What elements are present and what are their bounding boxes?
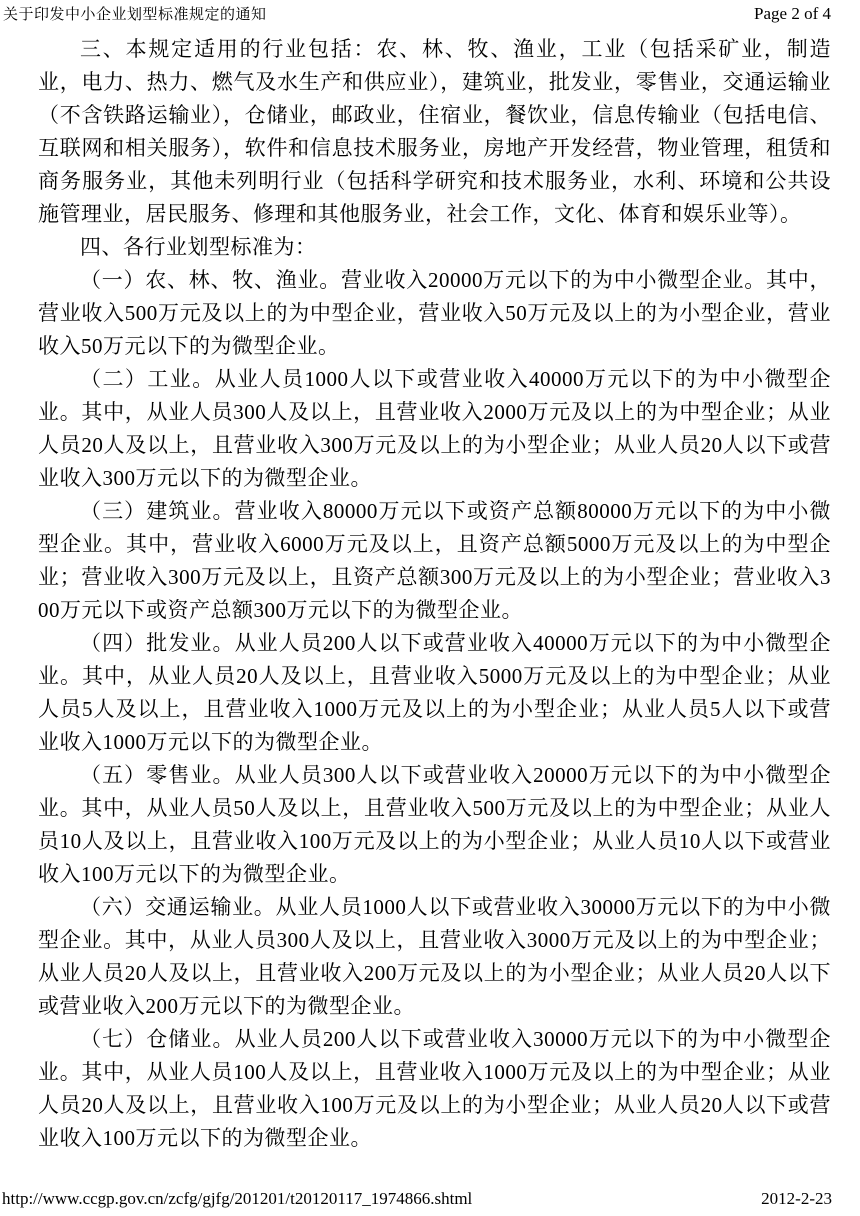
print-date: 2012-2-23 [761,1189,832,1208]
paragraph-4-6-transport: （六）交通运输业。从业人员1000人以下或营业收入30000万元以下的为中小微型企业。其中，从业人员300人及以上，且营业收入3000万元及以上的为中型企业；从业人员20人及以上，且营业收入200万元及以上的为小型企业；从业人员20人以下或营业收入200万元以下的为微型企业。 [38,895,831,1018]
paragraph-4-5-retail: （五）零售业。从业人员300人以下或营业收入20000万元以下的为中小微型企业。其中，从业人员50人及以上，且营业收入500万元及以上的为中型企业；从业人员10人及以上，且营业收入100万元及以上的为小型企业；从业人员10人以下或营业收入100万元以下的为微型企业。 [38,763,831,886]
page-header [3,3,831,24]
document-title: 关于印发中小企业划型标准规定的通知 [3,7,267,23]
paragraph-4-3-construction: （三）建筑业。营业收入80000万元以下或资产总额80000万元以下的为中小微型企业。其中，营业收入6000万元及以上，且资产总额5000万元及以上的为中型企业；营业收入300万元及以上，且资产总额300万元及以上的为小型企业；营业收入300万元以下或资产总额300万元以下的为微型企业。 [38,499,831,622]
page-footer [2,1189,832,1209]
paragraph-article-3-scope: 三、本规定适用的行业包括：农、林、牧、渔业，工业（包括采矿业，制造业，电力、热力、燃气及水生产和供应业），建筑业，批发业，零售业，交通运输业（不含铁路运输业），仓储业，邮政业，住宿业，餐饮业，信息传输业（包括电信、互联网和相关服务），软件和信息技术服务业，房地产开发经营，物业管理，租赁和商务服务业，其他未列明行业（包括科学研究和技术服务业，水利、环境和公共设施管理业，居民服务、修理和其他服务业，社会工作，文化、体育和娱乐业等）。 [38,37,831,226]
paragraph-article-4-heading: 四、各行业划型标准为： [80,235,317,259]
paragraph-4-2-industry: （二）工业。从业人员1000人以下或营业收入40000万元以下的为中小微型企业。其中，从业人员300人及以上，且营业收入2000万元及以上的为中型企业；从业人员20人及以上，且营业收入300万元及以上的为小型企业；从业人员20人以下或营业收入300万元以下的为微型企业。 [38,367,831,490]
source-url: http://www.ccgp.gov.cn/zcfg/gjfg/201201/t20120117_1974866.shtml [2,1189,473,1208]
paragraph-4-1-agriculture: （一）农、林、牧、渔业。营业收入20000万元以下的为中小微型企业。其中，营业收入500万元及以上的为中型企业，营业收入50万元及以上的为小型企业，营业收入50万元以下的为微型企业。 [38,268,831,358]
paragraph-4-4-wholesale: （四）批发业。从业人员200人以下或营业收入40000万元以下的为中小微型企业。其中，从业人员20人及以上，且营业收入5000万元及以上的为中型企业；从业人员5人及以上，且营业收入1000万元及以上的为小型企业；从业人员5人以下或营业收入1000万元以下的为微型企业。 [38,631,831,754]
document-body [38,33,831,1155]
paragraph-4-7-warehousing: （七）仓储业。从业人员200人以下或营业收入30000万元以下的为中小微型企业。其中，从业人员100人及以上，且营业收入1000万元及以上的为中型企业；从业人员20人及以上，且营业收入100万元及以上的为小型企业；从业人员20人以下或营业收入100万元以下的为微型企业。 [38,1027,831,1150]
page-number: Page 2 of 4 [754,4,831,23]
